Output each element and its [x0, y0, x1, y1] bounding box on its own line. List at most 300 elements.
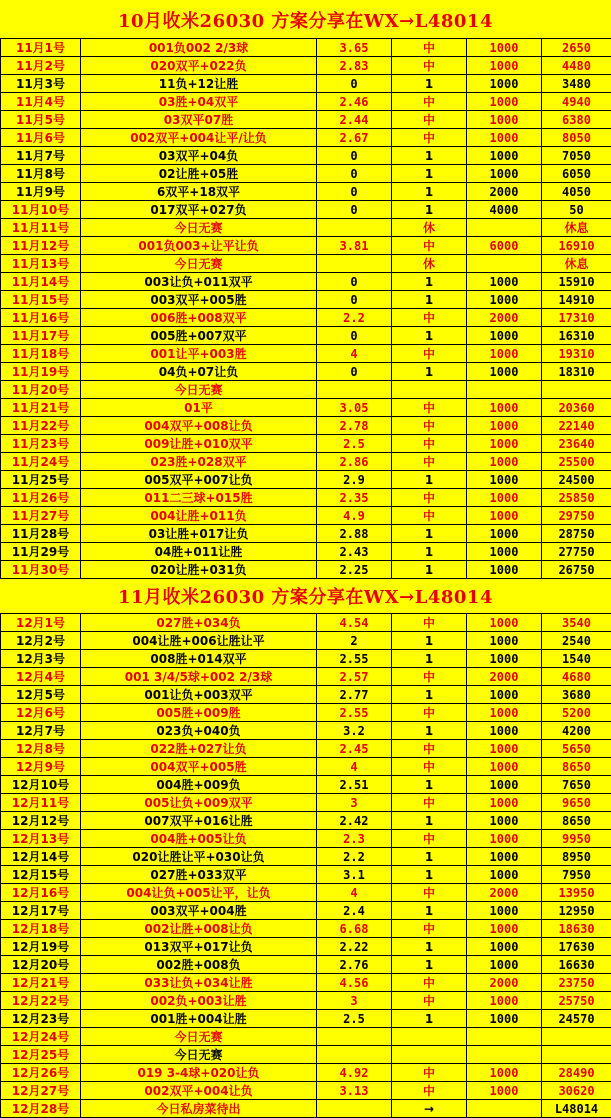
result-cell: 中	[392, 884, 467, 902]
odds-cell: 0	[317, 165, 392, 183]
date-cell: 12月17号	[1, 902, 81, 920]
stake-cell: 1000	[467, 632, 542, 650]
result-cell: 中	[392, 57, 467, 75]
date-cell: 11月13号	[1, 255, 81, 273]
table-row	[1, 1082, 611, 1100]
odds-cell: 3	[317, 794, 392, 812]
stake-cell: 1000	[467, 129, 542, 147]
odds-cell: 2.3	[317, 830, 392, 848]
table-row	[1, 632, 611, 650]
total-cell: 12950	[542, 902, 611, 920]
stake-cell: 6000	[467, 237, 542, 255]
odds-cell: 2.5	[317, 1010, 392, 1028]
odds-cell: 3	[317, 992, 392, 1010]
date-cell: 11月18号	[1, 345, 81, 363]
result-cell: 中	[392, 758, 467, 776]
stake-cell: 1000	[467, 435, 542, 453]
odds-cell: 2.44	[317, 111, 392, 129]
stake-cell: 1000	[467, 848, 542, 866]
plan-cell: 009让胜+010双平	[81, 435, 317, 453]
date-cell: 11月22号	[1, 417, 81, 435]
total-cell: 25850	[542, 489, 611, 507]
stake-cell: 1000	[467, 866, 542, 884]
odds-cell: 2.42	[317, 812, 392, 830]
total-cell: 5200	[542, 704, 611, 722]
odds-cell: 2.76	[317, 956, 392, 974]
total-cell: 17310	[542, 309, 611, 327]
stake-cell: 2000	[467, 884, 542, 902]
table-row	[1, 345, 611, 363]
odds-cell: 2.43	[317, 543, 392, 561]
plan-cell: 003双平+005胜	[81, 291, 317, 309]
total-cell: 4680	[542, 668, 611, 686]
total-cell: 8050	[542, 129, 611, 147]
result-cell: 1	[392, 848, 467, 866]
table-row	[1, 39, 611, 57]
plan-cell: 033让负+034让胜	[81, 974, 317, 992]
date-cell: 12月7号	[1, 722, 81, 740]
total-cell: 25750	[542, 992, 611, 1010]
stake-cell: 1000	[467, 794, 542, 812]
table-row	[1, 974, 611, 992]
table-row	[1, 255, 611, 273]
total-cell: 24500	[542, 471, 611, 489]
total-cell: 6050	[542, 165, 611, 183]
stake-cell: 1000	[467, 507, 542, 525]
plan-cell: 020让胜+031负	[81, 561, 317, 579]
date-cell: 12月14号	[1, 848, 81, 866]
stake-cell: 1000	[467, 956, 542, 974]
total-cell: 4200	[542, 722, 611, 740]
odds-cell: 2.25	[317, 561, 392, 579]
table-row	[1, 471, 611, 489]
odds-cell: 2.57	[317, 668, 392, 686]
stake-cell	[467, 255, 542, 273]
result-cell: 中	[392, 417, 467, 435]
stake-cell: 1000	[467, 363, 542, 381]
result-cell: 1	[392, 471, 467, 489]
stake-cell: 2000	[467, 668, 542, 686]
plan-cell: 003双平+004胜	[81, 902, 317, 920]
table-row	[1, 704, 611, 722]
total-cell: 13950	[542, 884, 611, 902]
table-row	[1, 866, 611, 884]
stake-cell	[467, 1028, 542, 1046]
date-cell: 12月23号	[1, 1010, 81, 1028]
stake-cell	[467, 1100, 542, 1118]
stake-cell: 2000	[467, 183, 542, 201]
result-cell: 1	[392, 1010, 467, 1028]
table-row	[1, 614, 611, 632]
stake-cell: 1000	[467, 345, 542, 363]
result-cell: 中	[392, 39, 467, 57]
date-cell: 11月2号	[1, 57, 81, 75]
total-cell: 27750	[542, 543, 611, 561]
table-row	[1, 543, 611, 561]
result-cell: 中	[392, 399, 467, 417]
table-row	[1, 399, 611, 417]
plan-cell: 005胜+007双平	[81, 327, 317, 345]
date-cell: 12月16号	[1, 884, 81, 902]
result-cell: 中	[392, 93, 467, 111]
table-row	[1, 740, 611, 758]
table-row	[1, 794, 611, 812]
result-cell: 中	[392, 237, 467, 255]
odds-cell: 6.68	[317, 920, 392, 938]
stake-cell: 1000	[467, 1010, 542, 1028]
stake-cell: 1000	[467, 291, 542, 309]
date-cell: 12月5号	[1, 686, 81, 704]
total-cell: 4940	[542, 93, 611, 111]
table-row	[1, 93, 611, 111]
date-cell: 12月2号	[1, 632, 81, 650]
stake-cell: 1000	[467, 93, 542, 111]
result-cell: 1	[392, 812, 467, 830]
result-cell: 1	[392, 650, 467, 668]
plan-cell: 002胜+008负	[81, 956, 317, 974]
result-cell: 中	[392, 974, 467, 992]
table-row	[1, 273, 611, 291]
plan-cell: 001负002 2/3球	[81, 39, 317, 57]
plan-cell: 001让负+003双平	[81, 686, 317, 704]
odds-cell: 2.22	[317, 938, 392, 956]
table-row	[1, 147, 611, 165]
total-cell: 7050	[542, 147, 611, 165]
odds-cell: 2.55	[317, 650, 392, 668]
date-cell: 11月20号	[1, 381, 81, 399]
stake-cell	[467, 219, 542, 237]
stake-cell: 1000	[467, 740, 542, 758]
date-cell: 12月1号	[1, 614, 81, 632]
odds-cell: 2.78	[317, 417, 392, 435]
date-cell: 12月6号	[1, 704, 81, 722]
odds-cell: 2.83	[317, 57, 392, 75]
plan-cell: 今日私房菜待出	[81, 1100, 317, 1118]
stake-cell: 1000	[467, 830, 542, 848]
date-cell: 11月25号	[1, 471, 81, 489]
table-row	[1, 111, 611, 129]
date-cell: 11月5号	[1, 111, 81, 129]
stake-cell: 1000	[467, 758, 542, 776]
result-cell: 中	[392, 435, 467, 453]
table-row	[1, 75, 611, 93]
plan-cell: 007双平+016让胜	[81, 812, 317, 830]
table-row	[1, 758, 611, 776]
table-row	[1, 165, 611, 183]
table-row	[1, 489, 611, 507]
stake-cell: 1000	[467, 273, 542, 291]
stake-cell: 2000	[467, 974, 542, 992]
result-cell: 1	[392, 201, 467, 219]
date-cell: 11月7号	[1, 147, 81, 165]
result-cell: 中	[392, 1064, 467, 1082]
total-cell: 9950	[542, 830, 611, 848]
total-cell	[542, 381, 611, 399]
date-cell: 11月12号	[1, 237, 81, 255]
date-cell: 12月21号	[1, 974, 81, 992]
plan-cell: 003让负+011双平	[81, 273, 317, 291]
result-cell: 中	[392, 668, 467, 686]
stake-cell: 1000	[467, 543, 542, 561]
stake-cell: 1000	[467, 111, 542, 129]
table-row	[1, 453, 611, 471]
date-cell: 12月28号	[1, 1100, 81, 1118]
total-cell: 6380	[542, 111, 611, 129]
table-row	[1, 830, 611, 848]
table-row	[1, 812, 611, 830]
total-cell: L48014	[542, 1100, 611, 1118]
section-banner-november: 11月收米26030 方案分享在WX→L48014	[118, 587, 493, 608]
plan-cell: 001胜+004让胜	[81, 1010, 317, 1028]
plan-cell: 03让胜+017让负	[81, 525, 317, 543]
odds-cell: 4.9	[317, 507, 392, 525]
odds-cell: 2.2	[317, 309, 392, 327]
result-cell: 休	[392, 219, 467, 237]
odds-cell: 3.05	[317, 399, 392, 417]
result-cell: 中	[392, 1082, 467, 1100]
result-cell: 中	[392, 740, 467, 758]
date-cell: 12月11号	[1, 794, 81, 812]
date-cell: 11月29号	[1, 543, 81, 561]
stake-cell: 1000	[467, 57, 542, 75]
result-cell: 1	[392, 722, 467, 740]
stake-cell: 1000	[467, 722, 542, 740]
date-cell: 12月22号	[1, 992, 81, 1010]
date-cell: 11月1号	[1, 39, 81, 57]
plan-cell: 今日无赛	[81, 255, 317, 273]
stake-cell: 1000	[467, 525, 542, 543]
odds-cell: 0	[317, 201, 392, 219]
stake-cell: 1000	[467, 902, 542, 920]
odds-cell: 3.81	[317, 237, 392, 255]
total-cell	[542, 1046, 611, 1064]
table-row	[1, 776, 611, 794]
date-cell: 12月8号	[1, 740, 81, 758]
stake-cell: 4000	[467, 201, 542, 219]
date-cell: 12月10号	[1, 776, 81, 794]
odds-cell	[317, 1046, 392, 1064]
total-cell: 休息	[542, 255, 611, 273]
total-cell: 16310	[542, 327, 611, 345]
odds-cell: 2.5	[317, 435, 392, 453]
stake-cell	[467, 1046, 542, 1064]
table-row	[1, 686, 611, 704]
odds-cell	[317, 1028, 392, 1046]
odds-cell: 2.45	[317, 740, 392, 758]
date-cell: 11月11号	[1, 219, 81, 237]
date-cell: 11月28号	[1, 525, 81, 543]
odds-cell: 2.77	[317, 686, 392, 704]
plan-cell: 6双平+18双平	[81, 183, 317, 201]
date-cell: 12月18号	[1, 920, 81, 938]
odds-cell: 0	[317, 75, 392, 93]
total-cell: 休息	[542, 219, 611, 237]
plan-cell: 027胜+034负	[81, 614, 317, 632]
plan-cell: 005让负+009双平	[81, 794, 317, 812]
plan-cell: 017双平+027负	[81, 201, 317, 219]
total-cell: 2540	[542, 632, 611, 650]
plan-cell: 004双平+008让负	[81, 417, 317, 435]
plan-cell: 023胜+028双平	[81, 453, 317, 471]
result-cell: 1	[392, 291, 467, 309]
stake-cell: 1000	[467, 561, 542, 579]
date-cell: 11月9号	[1, 183, 81, 201]
stake-cell: 1000	[467, 147, 542, 165]
total-cell: 20360	[542, 399, 611, 417]
plan-cell: 001 3/4/5球+002 2/3球	[81, 668, 317, 686]
date-cell: 11月17号	[1, 327, 81, 345]
table-row	[1, 363, 611, 381]
stake-cell: 1000	[467, 650, 542, 668]
table-row	[1, 129, 611, 147]
stake-cell: 1000	[467, 614, 542, 632]
result-cell: 中	[392, 614, 467, 632]
date-cell: 11月27号	[1, 507, 81, 525]
plan-cell: 004让胜+006让胜让平	[81, 632, 317, 650]
date-cell: 11月6号	[1, 129, 81, 147]
odds-cell: 3.1	[317, 866, 392, 884]
table-row	[1, 902, 611, 920]
plan-cell: 002双平+004让负	[81, 1082, 317, 1100]
stake-cell: 1000	[467, 165, 542, 183]
plan-cell: 013双平+017让负	[81, 938, 317, 956]
table-row	[1, 1100, 611, 1118]
total-cell: 26750	[542, 561, 611, 579]
table-row	[1, 219, 611, 237]
total-cell: 2650	[542, 39, 611, 57]
odds-cell: 2.46	[317, 93, 392, 111]
date-cell: 11月10号	[1, 201, 81, 219]
odds-cell: 3.2	[317, 722, 392, 740]
table-row	[1, 291, 611, 309]
result-cell: 1	[392, 75, 467, 93]
date-cell: 12月4号	[1, 668, 81, 686]
date-cell: 12月20号	[1, 956, 81, 974]
result-cell: 中	[392, 507, 467, 525]
stake-cell: 1000	[467, 399, 542, 417]
odds-cell: 4.92	[317, 1064, 392, 1082]
odds-cell: 2.2	[317, 848, 392, 866]
plan-cell: 03胜+04双平	[81, 93, 317, 111]
table-row	[1, 920, 611, 938]
plan-cell: 011二三球+015胜	[81, 489, 317, 507]
date-cell: 11月16号	[1, 309, 81, 327]
plan-cell: 001让平+003胜	[81, 345, 317, 363]
odds-cell: 0	[317, 291, 392, 309]
odds-cell: 2.55	[317, 704, 392, 722]
total-cell: 23640	[542, 435, 611, 453]
date-cell: 11月15号	[1, 291, 81, 309]
table-body-december	[1, 614, 611, 1118]
table-row	[1, 201, 611, 219]
plan-cell: 004胜+009负	[81, 776, 317, 794]
result-cell: 1	[392, 956, 467, 974]
date-cell: 12月27号	[1, 1082, 81, 1100]
plan-cell: 004让胜+011负	[81, 507, 317, 525]
table-row	[1, 956, 611, 974]
result-cell: 1	[392, 866, 467, 884]
plan-cell: 今日无赛	[81, 1046, 317, 1064]
total-cell	[542, 1028, 611, 1046]
total-cell: 18630	[542, 920, 611, 938]
odds-cell: 0	[317, 273, 392, 291]
result-cell: 1	[392, 543, 467, 561]
date-cell: 11月8号	[1, 165, 81, 183]
odds-cell	[317, 381, 392, 399]
table-row	[1, 309, 611, 327]
section-banner-october: 10月收米26030 方案分享在WX→L48014	[118, 11, 493, 32]
table-row	[1, 992, 611, 1010]
total-cell: 5650	[542, 740, 611, 758]
total-cell: 17630	[542, 938, 611, 956]
total-cell: 1540	[542, 650, 611, 668]
odds-cell: 2.86	[317, 453, 392, 471]
table-row	[1, 237, 611, 255]
plan-cell: 023负+040负	[81, 722, 317, 740]
table-row	[1, 1064, 611, 1082]
result-cell: 1	[392, 183, 467, 201]
plan-cell: 020让胜让平+030让负	[81, 848, 317, 866]
table-body-november	[1, 39, 611, 579]
plan-cell: 004胜+005让负	[81, 830, 317, 848]
stake-cell: 1000	[467, 453, 542, 471]
plan-cell: 020双平+022负	[81, 57, 317, 75]
odds-cell	[317, 219, 392, 237]
stake-cell: 1000	[467, 812, 542, 830]
result-cell: 1	[392, 273, 467, 291]
total-cell: 29750	[542, 507, 611, 525]
total-cell: 4050	[542, 183, 611, 201]
result-cell: 1	[392, 686, 467, 704]
total-cell: 30620	[542, 1082, 611, 1100]
stake-cell: 1000	[467, 489, 542, 507]
table-row	[1, 435, 611, 453]
odds-cell: 0	[317, 327, 392, 345]
table-row	[1, 848, 611, 866]
total-cell: 25500	[542, 453, 611, 471]
result-cell: →	[392, 1100, 467, 1118]
result-cell: 中	[392, 111, 467, 129]
date-cell: 12月12号	[1, 812, 81, 830]
date-cell: 11月4号	[1, 93, 81, 111]
date-cell: 11月19号	[1, 363, 81, 381]
table-row	[1, 1046, 611, 1064]
total-cell: 8650	[542, 812, 611, 830]
date-cell: 12月9号	[1, 758, 81, 776]
total-cell: 24570	[542, 1010, 611, 1028]
plan-cell: 今日无赛	[81, 1028, 317, 1046]
odds-cell: 0	[317, 363, 392, 381]
plan-cell: 022胜+027让负	[81, 740, 317, 758]
table-row	[1, 183, 611, 201]
table-row	[1, 722, 611, 740]
odds-cell: 3.13	[317, 1082, 392, 1100]
date-cell: 11月26号	[1, 489, 81, 507]
total-cell: 8650	[542, 758, 611, 776]
result-cell: 1	[392, 902, 467, 920]
date-cell: 12月26号	[1, 1064, 81, 1082]
odds-cell: 4	[317, 884, 392, 902]
plan-cell: 04胜+011让胜	[81, 543, 317, 561]
total-cell: 23750	[542, 974, 611, 992]
plan-cell: 001负003+让平让负	[81, 237, 317, 255]
total-cell: 22140	[542, 417, 611, 435]
odds-cell	[317, 1100, 392, 1118]
stake-cell: 1000	[467, 471, 542, 489]
result-cell: 1	[392, 632, 467, 650]
plan-cell: 008胜+014双平	[81, 650, 317, 668]
result-cell: 中	[392, 830, 467, 848]
